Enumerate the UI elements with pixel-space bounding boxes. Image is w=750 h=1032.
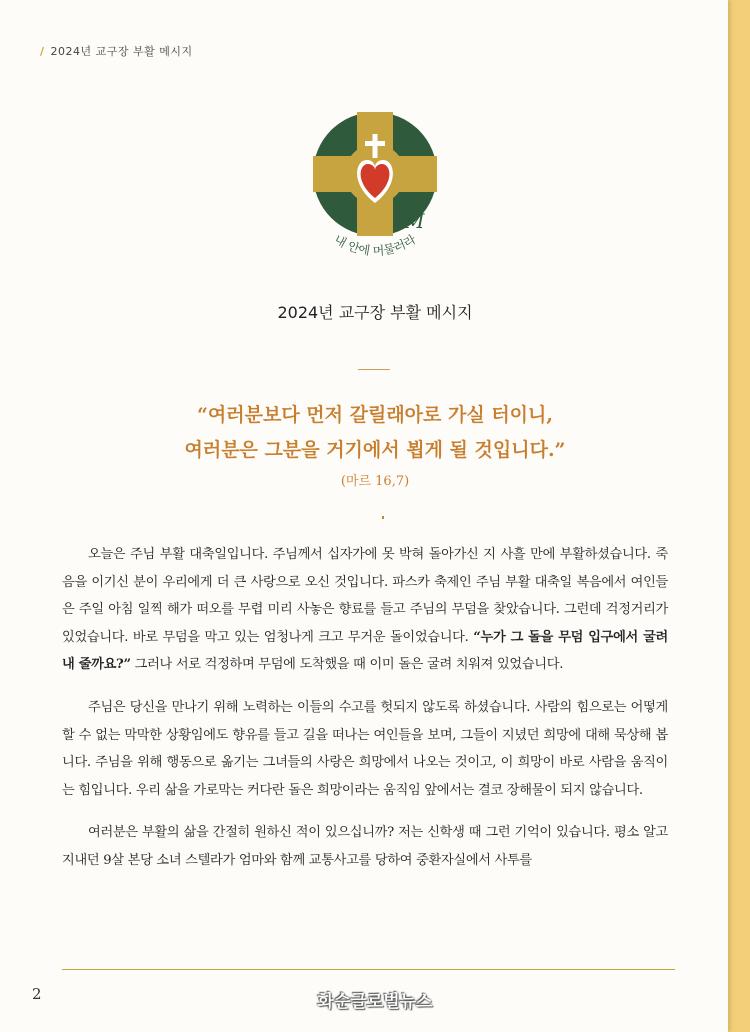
watermark: 화순글로벌뉴스	[317, 992, 433, 1012]
page-title: 2024년 교구장 부활 메시지	[277, 303, 473, 322]
diocese-logo	[300, 112, 450, 284]
ornament-dot	[382, 516, 384, 519]
paragraph-1-text-end: 그러나 서로 걱정하며 무덤에 도착했을 때 이미 돌은 굴려 치워져 있었습니다.	[130, 657, 564, 673]
paragraph-1	[62, 541, 668, 679]
title-divider	[358, 369, 390, 370]
paragraph-2: 주님은 당신을 만나기 위해 노력하는 이들의 수고를 헛되지 않도록 하셨습니다. 사람의 힘으로는 어떻게 할 수 없는 막막한 상황임에도 향유를 들고 길을 떠나는 여인들을 보며, 그들이 지녔던 희망에 대해 묵상해 봅니다. 주님을 위해 행동으로 옮기는 그녀들의 사랑은 희망에서 나오는 것이고, 이 희망이 바로 사람을 움직이는 힘입니다. 우리 삶을 가로막는 커다란 돌은 희망이라는 움직임 앞에서는 결코 장해물이 되지 않습니다.	[62, 699, 668, 798]
quote-reference: (마르 16,7)	[340, 474, 410, 489]
paragraph-1-bold-quote: “누가 그 돌을 무덤 입구에서 굴려 내 줄까요?”	[62, 629, 668, 673]
paragraph-1-text: 오늘은 주님 부활 대축일입니다. 주님께서 십자가에 못 박혀 돌아가신 지 사흘 만에 부활하셨습니다. 죽음을 이기신 분이 우리에게 더 큰 사랑으로 오신 것입니다. 파스카 축제인 주님 부활 대축일 복음에서 여인들은 주일 아침 일찍 해가 떠오를 무렵 미리 사놓은 향료를 들고 주님의 무덤을 찾았습니다. 그런데 걱정거리가 있었습니다. 바로 무덤을 막고 있는 엄청나게 크고 무거운 돌이었습니다.	[62, 547, 668, 645]
header-title: 2024년 교구장 부활 메시지	[50, 45, 193, 58]
footer-rule	[62, 969, 675, 970]
paragraph-3: 여러분은 부활의 삶을 간절히 원하신 적이 있으십니까? 저는 신학생 때 그런 기억이 있습니다. 평소 알고 지내던 9살 본당 소녀 스텔라가 엄마와 함께 교통사고를 당하여 중환자실에서 사투를	[62, 825, 668, 868]
quote-line-2: 여러분은 그분을 거기에서 뵙게 될 것입니다.”	[184, 439, 566, 461]
running-header	[40, 43, 193, 59]
scripture-quote	[0, 398, 750, 468]
message-body	[62, 541, 668, 890]
page-number: 2	[32, 985, 42, 1003]
quote-line-1: “여러분보다 먼저 갈릴래아로 가실 터이니,	[196, 404, 554, 426]
logo-motto: 내 안에 머물러라	[331, 232, 419, 259]
logo-m-letter: M	[404, 209, 425, 233]
header-slash: /	[40, 45, 45, 58]
